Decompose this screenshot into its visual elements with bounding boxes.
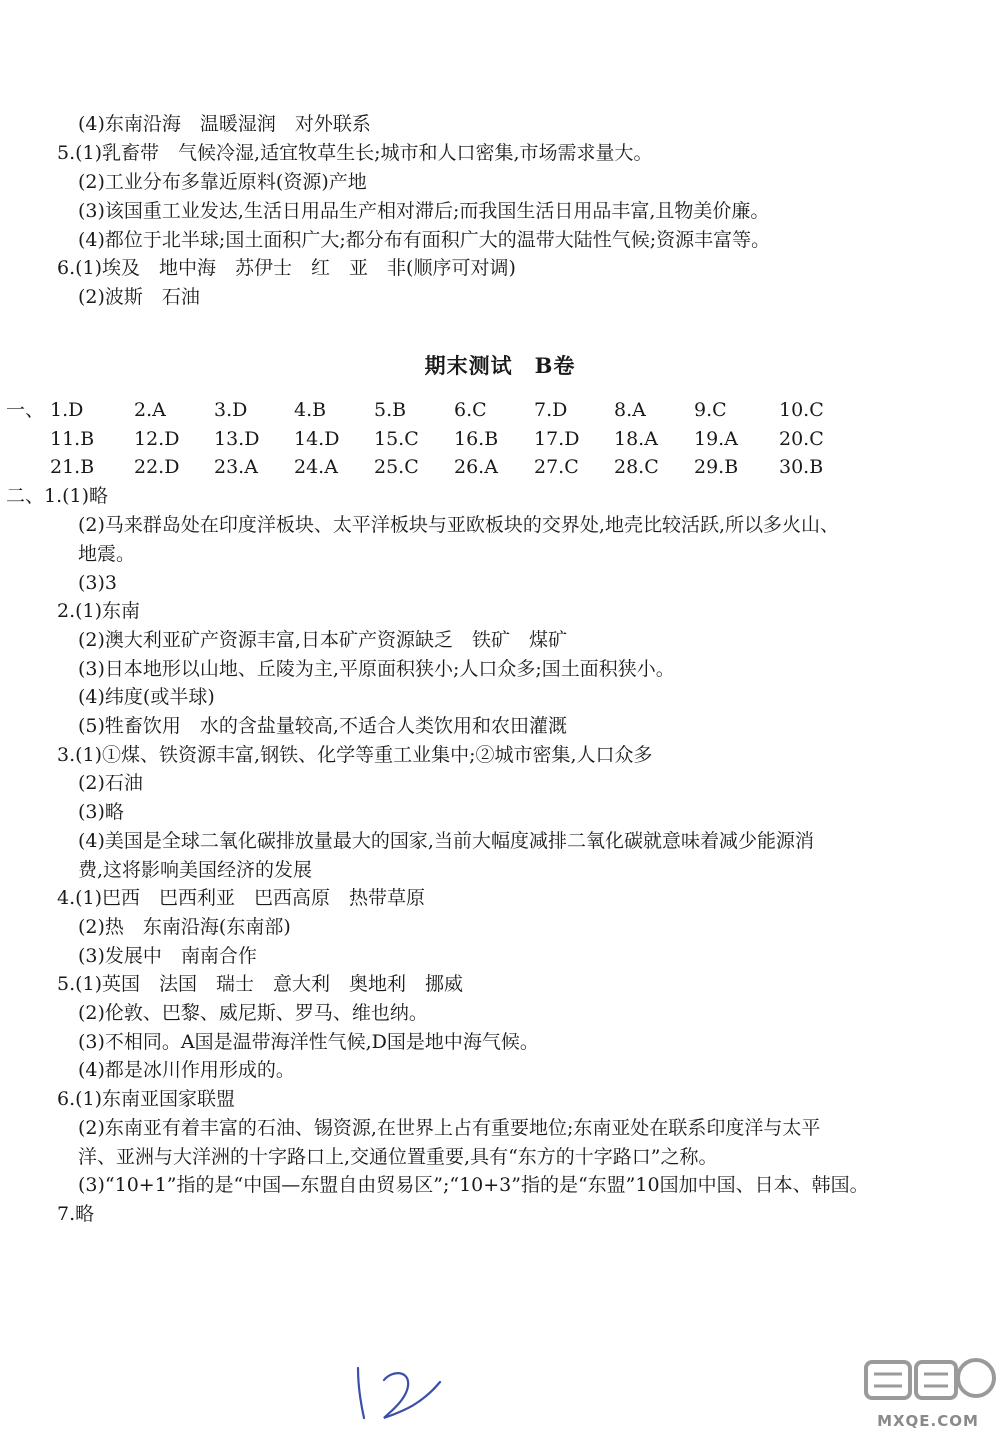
answer-line: 5.(1)乳畜带 气候冷湿,适宜牧草生长;城市和人口密集,市场需求量大。: [57, 142, 653, 164]
answer-line: 费,这将影响美国经济的发展: [78, 859, 313, 881]
answer-line: (2)石油: [78, 772, 143, 794]
mc-answer: 23.A: [214, 456, 258, 478]
mc-answer: 29.B: [694, 456, 739, 478]
answer-line: (3)日本地形以山地、丘陵为主,平原面积狭小;人口众多;国土面积狭小。: [78, 658, 675, 680]
answer-line: 6.(1)东南亚国家联盟: [57, 1088, 236, 1110]
mc-answer: 10.C: [779, 399, 824, 421]
mc-answer: 28.C: [614, 456, 659, 478]
answer-line: 6.(1)埃及 地中海 苏伊士 红 亚 非(顺序可对调): [57, 257, 516, 279]
mc-answer: 5.B: [374, 399, 407, 421]
mc-answer: 18.A: [614, 428, 658, 450]
answer-line: (3)不相同。A国是温带海洋性气候,D国是地中海气候。: [78, 1031, 539, 1053]
answer-line: 二、1.(1)略: [6, 485, 109, 507]
mc-section-label: 一、: [6, 399, 45, 421]
mc-answer: 14.D: [294, 428, 340, 450]
answer-line: 4.(1)巴西 巴西利亚 巴西高原 热带草原: [57, 887, 426, 909]
mc-answer: 13.D: [214, 428, 260, 450]
mc-row: [50, 398, 950, 426]
mc-answer: 30.B: [779, 456, 824, 478]
answer-line: (2)热 东南沿海(东南部): [78, 916, 291, 938]
watermark-logo: [858, 1350, 998, 1430]
answer-line: 洋、亚洲与大洋洲的十字路口上,交通位置重要,具有“东方的十字路口”之称。: [78, 1146, 718, 1168]
answer-line: (3)发展中 南南合作: [78, 945, 257, 967]
mc-answer: 12.D: [134, 428, 180, 450]
section-title: 期末测试 B卷: [424, 353, 576, 378]
mc-answer: 9.C: [694, 399, 727, 421]
answer-line: (2)工业分布多靠近原料(资源)产地: [78, 171, 367, 193]
mc-answer: 25.C: [374, 456, 419, 478]
answer-line: (3)该国重工业发达,生活日用品生产相对滞后;而我国生活日用品丰富,且物美价廉。: [78, 200, 770, 222]
answer-line: (2)澳大利亚矿产资源丰富,日本矿产资源缺乏 铁矿 煤矿: [78, 629, 567, 651]
mc-answer: 19.A: [694, 428, 738, 450]
answer-line: 5.(1)英国 法国 瑞士 意大利 奥地利 挪威: [57, 973, 464, 995]
answer-line: (2)东南亚有着丰富的石油、锡资源,在世界上占有重要地位;东南亚处在联系印度洋与太平: [78, 1117, 821, 1139]
answer-line: (4)东南沿海 温暖湿润 对外联系: [78, 113, 371, 135]
mc-answer: 17.D: [534, 428, 580, 450]
mc-answer: 6.C: [454, 399, 487, 421]
mc-answer: 4.B: [294, 399, 327, 421]
mc-row: [50, 455, 950, 483]
mc-answer: 21.B: [50, 456, 95, 478]
mc-row: [50, 427, 950, 455]
answer-line: (3)略: [78, 801, 124, 823]
handwritten-page-number: [340, 1360, 450, 1422]
mc-answer: 8.A: [614, 399, 646, 421]
mc-answer: 26.A: [454, 456, 498, 478]
mc-answer: 1.D: [50, 399, 84, 421]
mc-answer: 27.C: [534, 456, 579, 478]
answer-line: 3.(1)①煤、铁资源丰富,钢铁、化学等重工业集中;②城市密集,人口众多: [57, 744, 653, 766]
mc-answer: 22.D: [134, 456, 180, 478]
answer-line: (2)伦敦、巴黎、威尼斯、罗马、维也纳。: [78, 1002, 428, 1024]
mc-answer: 20.C: [779, 428, 824, 450]
answer-line: 地震。: [78, 543, 136, 565]
answer-line: (3)3: [78, 572, 118, 594]
answer-line: (4)都是冰川作用形成的。: [78, 1059, 295, 1081]
answer-line: (4)都位于北半球;国土面积广大;都分布有面积广大的温带大陆性气候;资源丰富等。: [78, 229, 771, 251]
answer-line: 7.略: [57, 1203, 95, 1225]
answer-line: (2)波斯 石油: [78, 286, 200, 308]
answer-line: (4)纬度(或半球): [78, 686, 215, 708]
mc-answer: 16.B: [454, 428, 499, 450]
mc-answer: 3.D: [214, 399, 248, 421]
watermark-text: MXQE.COM: [877, 1412, 979, 1430]
answer-line: (5)牲畜饮用 水的含盐量较高,不适合人类饮用和农田灌溉: [78, 715, 567, 737]
answer-line: 2.(1)东南: [57, 600, 141, 622]
mc-answer: 24.A: [294, 456, 338, 478]
answer-line: (3)“10+1”指的是“中国—东盟自由贸易区”;“10+3”指的是“东盟”10国加中国、日本、韩国。: [78, 1174, 869, 1196]
answer-line: (2)马来群岛处在印度洋板块、太平洋板块与亚欧板块的交界处,地壳比较活跃,所以多火山、: [78, 514, 839, 536]
mc-answer: 15.C: [374, 428, 419, 450]
mc-answer: 2.A: [134, 399, 166, 421]
mc-answer: 11.B: [50, 428, 95, 450]
answer-line: (4)美国是全球二氧化碳排放量最大的国家,当前大幅度减排二氧化碳就意味着减少能源消: [78, 830, 814, 852]
mc-answer: 7.D: [534, 399, 568, 421]
